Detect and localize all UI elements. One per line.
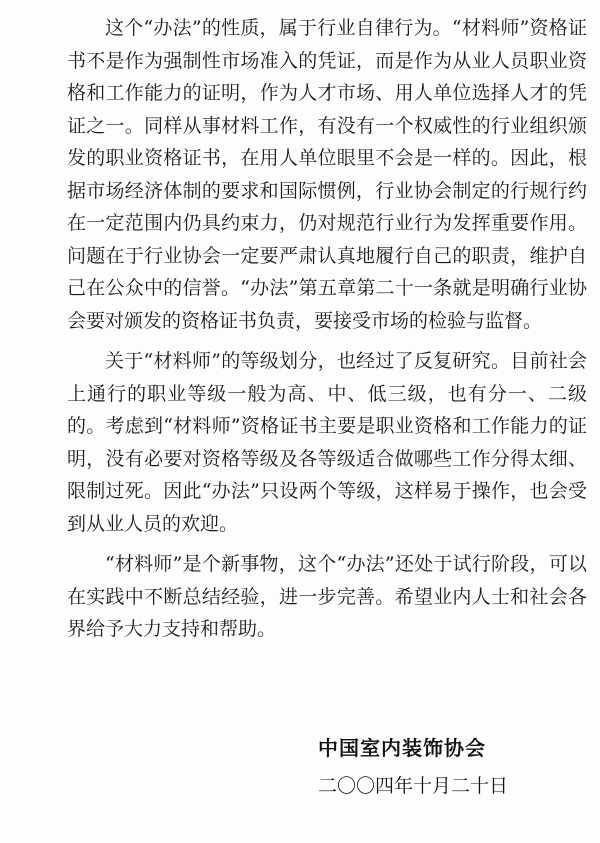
paragraph-nature-of-measures: 这个“办法”的性质，属于行业自律行为。“材料师”资格证书不是作为强制性市场准入的凭证，而是作为从业人员职业资格和工作能力的证明，作为人才市场、用人单位选择人才的凭证之一。同样从事材料工作，有没有一个权威性的行业组织颁发的职业资格证书，在用人单位眼里不会是一样的。因此，根据市场经济体制的要求和国际惯例，行业协会制定的行规行约在一定范围内仍具约束力，仍对规范行业行为发挥重要作用。问题在于行业协会一定要严肃认真地履行自己的职责，维护自己在公众中的信誉。“办法”第五章第二十一条就是明确行业协会要对颁发的资格证书负责，要接受市场的检验与监督。 — [67, 17, 587, 332]
body-text — [67, 12, 587, 654]
paragraph-grade-levels: 关于“材料师”的等级划分，也经过了反复研究。目前社会上通行的职业等级一般为高、中、低三级，也有分一、二级的。考虑到“材料师”资格证书主要是职业资格和工作能力的证明，没有必要对资格等级及各等级适合做哪些工作分得太细、限制过死。因此“办法”只设两个等级，这样易于操作，也会受到从业人员的欢迎。 — [67, 350, 587, 535]
paragraph-closing-remarks: “材料师”是个新事物，这个“办法”还处于试行阶段，可以在实践中不断总结经验，进一步完善。希望业内人士和社会各界给予大力支持和帮助。 — [67, 553, 587, 640]
signature-date: 二〇〇四年十月二十日 — [318, 775, 509, 797]
signature-organization: 中国室内装饰协会 — [318, 736, 486, 760]
